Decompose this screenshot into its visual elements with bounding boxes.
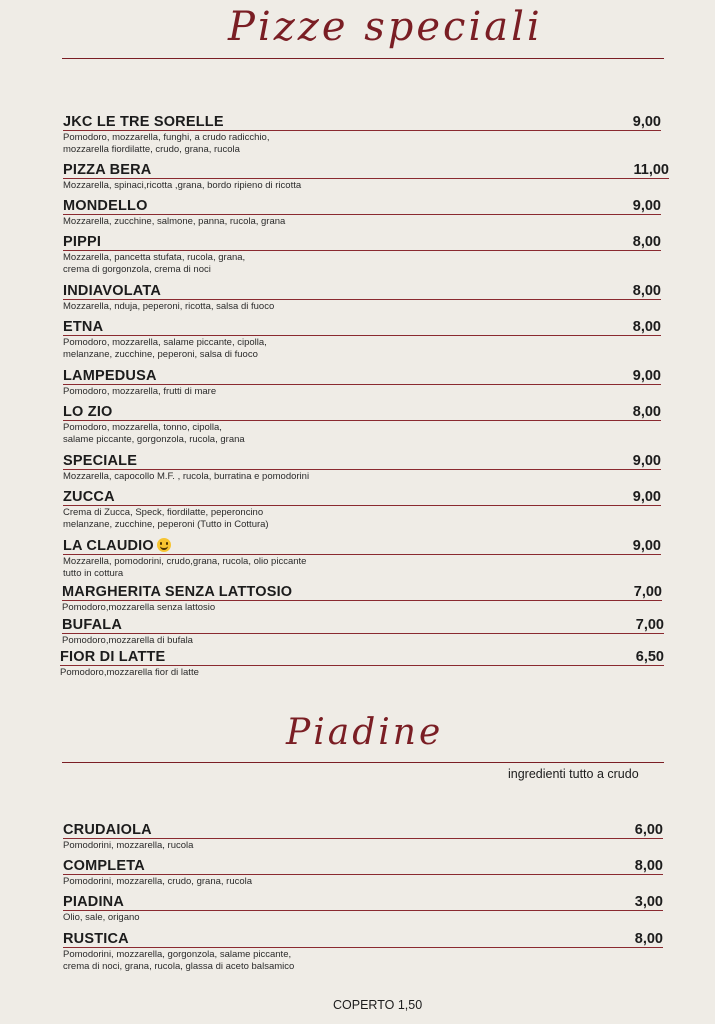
menu-item xyxy=(63,234,661,276)
menu-item xyxy=(62,617,664,647)
menu-item-description: Mozzarella, spinaci,ricotta ,grana, bordo ripieno di ricotta xyxy=(63,180,302,191)
menu-item-header xyxy=(62,617,664,633)
menu-item-description: Pomodorini, mozzarella, rucola xyxy=(63,840,194,851)
menu-item-description: Pomodorini, mozzarella, crudo, grana, rucola xyxy=(63,876,253,887)
menu-item-header xyxy=(63,368,661,384)
menu-item-description: Mozzarella, nduja, peperoni, ricotta, salsa di fuoco xyxy=(63,301,275,312)
menu-item-divider xyxy=(63,299,661,300)
section-divider xyxy=(62,762,664,763)
menu-item xyxy=(63,858,663,888)
menu-item-divider xyxy=(63,335,661,336)
menu-item-divider xyxy=(63,420,661,421)
menu-item-divider xyxy=(62,633,664,634)
menu-item-price: 9,00 xyxy=(632,489,661,505)
menu-item-name: INDIAVOLATA xyxy=(63,283,162,299)
menu-item-header xyxy=(63,283,661,299)
menu-item xyxy=(63,931,663,973)
section-divider xyxy=(62,58,664,59)
menu-item-header xyxy=(63,404,661,420)
menu-item-name: FIOR DI LATTE xyxy=(60,649,166,665)
menu-item xyxy=(63,198,661,228)
menu-item xyxy=(63,368,661,398)
menu-item-price: 8,00 xyxy=(632,283,661,299)
menu-item-header xyxy=(63,234,661,250)
menu-item-name: PIPPI xyxy=(63,234,102,250)
menu-item xyxy=(63,489,661,531)
menu-item-description: Pomodoro, mozzarella, funghi, a crudo radicchio, mozzarella fiordilatte, crudo, grana, rucola xyxy=(63,132,270,155)
menu-item xyxy=(63,114,661,156)
menu-item-name: MONDELLO xyxy=(63,198,148,214)
menu-item-name: RUSTICA xyxy=(63,931,129,947)
menu-item-name: JKC LE TRE SORELLE xyxy=(63,114,224,130)
menu-item-description: Olio, sale, origano xyxy=(63,912,140,923)
menu-item-price: 9,00 xyxy=(632,114,661,130)
menu-item-description: Pomodoro, mozzarella, salame piccante, cipolla, melanzane, zucchine, peperoni, salsa di fuoco xyxy=(63,337,267,360)
menu-item-description: Pomodoro, mozzarella, tonno, cipolla, salame piccante, gorgonzola, rucola, grana xyxy=(63,422,245,445)
menu-item-header xyxy=(63,162,669,178)
menu-item-name: CRUDAIOLA xyxy=(63,822,152,838)
menu-item xyxy=(63,283,661,313)
menu-item-divider xyxy=(63,469,661,470)
menu-item-divider xyxy=(63,947,663,948)
menu-item-price: 8,00 xyxy=(632,319,661,335)
menu-item-price: 9,00 xyxy=(632,538,661,554)
menu-item-divider xyxy=(63,838,663,839)
menu-item-price: 7,00 xyxy=(633,584,662,600)
menu-item-header xyxy=(63,114,661,130)
coperto-note: COPERTO 1,50 xyxy=(333,998,423,1012)
menu-item-description: Crema di Zucca, Speck, fiordilatte, peperoncino melanzane, zucchine, peperoni (Tutto in Cottura) xyxy=(63,507,269,530)
menu-item-divider xyxy=(63,910,663,911)
menu-item-divider xyxy=(63,178,669,179)
menu-item-name: SPECIALE xyxy=(63,453,138,469)
menu-item xyxy=(62,584,662,614)
menu-item-description: Pomodorini, mozzarella, gorgonzola, salame piccante, crema di noci, grana, rucola, glassa di aceto balsamico xyxy=(63,949,295,972)
menu-item-description: Pomodoro,mozzarella di bufala xyxy=(62,635,193,646)
menu-item-name: BUFALA xyxy=(62,617,123,633)
menu-item xyxy=(63,894,663,924)
menu-item xyxy=(63,404,661,446)
menu-item-price: 8,00 xyxy=(634,931,663,947)
menu-item-price: 7,00 xyxy=(635,617,664,633)
menu-item-name: ETNA xyxy=(63,319,104,335)
menu-item-name: PIZZA BERA xyxy=(63,162,152,178)
menu-item-header xyxy=(63,453,661,469)
menu-item-divider xyxy=(60,665,664,666)
menu-item xyxy=(63,538,661,580)
menu-item-price: 9,00 xyxy=(632,368,661,384)
menu-item-price: 8,00 xyxy=(632,404,661,420)
menu-item-price: 8,00 xyxy=(634,858,663,874)
menu-item-header xyxy=(63,489,661,505)
menu-item-header xyxy=(63,538,661,554)
menu-item-name: PIADINA xyxy=(63,894,125,910)
piadine-subtitle: ingredienti tutto a crudo xyxy=(508,767,639,781)
menu-item-price: 6,00 xyxy=(634,822,663,838)
winking-face-icon xyxy=(157,538,171,552)
menu-item xyxy=(63,453,661,483)
menu-item xyxy=(60,649,664,679)
menu-item-divider xyxy=(63,554,661,555)
menu-item-description: Pomodoro,mozzarella fior di latte xyxy=(60,667,199,678)
menu-item-divider xyxy=(63,214,661,215)
menu-item-divider xyxy=(63,505,661,506)
menu-item-description: Mozzarella, pancetta stufata, rucola, grana, crema di gorgonzola, crema di noci xyxy=(63,252,246,275)
menu-item-price: 11,00 xyxy=(633,162,669,178)
menu-item-price: 3,00 xyxy=(634,894,663,910)
menu-item-header xyxy=(63,858,663,874)
menu-item-divider xyxy=(62,600,662,601)
menu-item-divider xyxy=(63,874,663,875)
menu-item-description: Mozzarella, zucchine, salmone, panna, rucola, grana xyxy=(63,216,286,227)
menu-item-header xyxy=(63,822,663,838)
menu-item-name: COMPLETA xyxy=(63,858,145,874)
menu-item-header xyxy=(60,649,664,665)
menu-item-description: Mozzarella, pomodorini, crudo,grana, rucola, olio piccante tutto in cottura xyxy=(63,556,307,579)
menu-item-description: Mozzarella, capocollo M.F. , rucola, burratina e pomodorini xyxy=(63,471,310,482)
menu-item-name: ZUCCA xyxy=(63,489,115,505)
menu-item-price: 9,00 xyxy=(632,453,661,469)
menu-item-description: Pomodoro,mozzarella senza lattosio xyxy=(62,602,216,613)
menu-item-name: LO ZIO xyxy=(63,404,113,420)
menu-item-divider xyxy=(63,384,661,385)
menu-item-name: LAMPEDUSA xyxy=(63,368,157,384)
menu-item-header xyxy=(63,931,663,947)
menu-item-price: 9,00 xyxy=(632,198,661,214)
section-title-piadine: Piadine xyxy=(286,712,444,753)
menu-item-description: Pomodoro, mozzarella, frutti di mare xyxy=(63,386,217,397)
section-title-pizze: Pizze speciali xyxy=(228,4,543,50)
menu-item xyxy=(63,162,669,192)
menu-item-name: MARGHERITA SENZA LATTOSIO xyxy=(62,584,293,600)
menu-item xyxy=(63,319,661,361)
menu-item xyxy=(63,822,663,852)
menu-item-name: LA CLAUDIO xyxy=(63,538,171,554)
menu-item-header xyxy=(63,198,661,214)
menu-item-header xyxy=(63,319,661,335)
menu-item-price: 6,50 xyxy=(635,649,664,665)
menu-item-price: 8,00 xyxy=(632,234,661,250)
menu-item-divider xyxy=(63,130,661,131)
menu-item-header xyxy=(62,584,662,600)
menu-item-divider xyxy=(63,250,661,251)
menu-item-header xyxy=(63,894,663,910)
